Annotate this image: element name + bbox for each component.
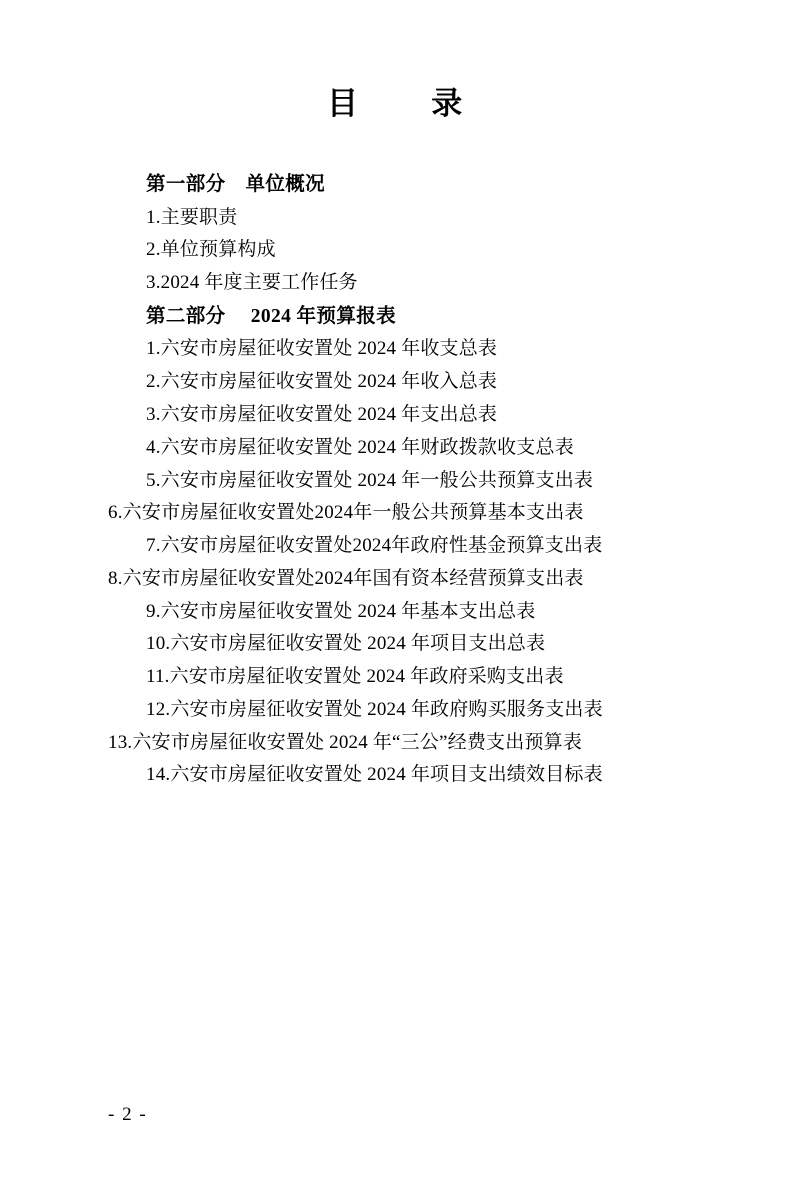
page-number: - 2 - bbox=[108, 1104, 148, 1125]
table-of-contents bbox=[108, 169, 685, 791]
page-title: 目 录 bbox=[327, 86, 466, 121]
toc-entry[interactable]: 3.六安市房屋征收安置处 2024 年支出总表 bbox=[146, 403, 498, 425]
toc-entry[interactable]: 11.六安市房屋征收安置处 2024 年政府采购支出表 bbox=[146, 666, 564, 688]
toc-entry[interactable]: 5.六安市房屋征收安置处 2024 年一般公共预算支出表 bbox=[146, 469, 594, 491]
toc-entry[interactable]: 8.六安市房屋征收安置处2024年国有资本经营预算支出表 bbox=[108, 567, 584, 589]
toc-section-heading: 第一部分 单位概况 bbox=[146, 174, 326, 195]
toc-entry[interactable]: 2.六安市房屋征收安置处 2024 年收入总表 bbox=[146, 371, 498, 393]
toc-entry[interactable]: 10.六安市房屋征收安置处 2024 年项目支出总表 bbox=[146, 633, 546, 655]
toc-section-part-two bbox=[108, 301, 685, 791]
toc-entry[interactable]: 13.六安市房屋征收安置处 2024 年“三公”经费支出预算表 bbox=[108, 731, 583, 753]
toc-entry[interactable]: 1.六安市房屋征收安置处 2024 年收支总表 bbox=[146, 338, 498, 360]
toc-entry[interactable]: 6.六安市房屋征收安置处2024年一般公共预算基本支出表 bbox=[108, 502, 584, 524]
toc-entry[interactable]: 7.六安市房屋征收安置处2024年政府性基金预算支出表 bbox=[146, 535, 603, 557]
toc-section-part-one bbox=[108, 169, 685, 299]
toc-entry[interactable]: 4.六安市房屋征收安置处 2024 年财政拨款收支总表 bbox=[146, 436, 574, 458]
document-page bbox=[0, 78, 793, 1200]
toc-entry[interactable]: 14.六安市房屋征收安置处 2024 年项目支出绩效目标表 bbox=[146, 764, 603, 786]
toc-entry[interactable]: 1.主要职责 bbox=[146, 206, 238, 228]
toc-entry[interactable]: 3.2024 年度主要工作任务 bbox=[146, 272, 358, 294]
toc-entry[interactable]: 2.单位预算构成 bbox=[146, 239, 276, 261]
toc-entry[interactable]: 12.六安市房屋征收安置处 2024 年政府购买服务支出表 bbox=[146, 698, 603, 720]
toc-section-heading: 第二部分 2024 年预算报表 bbox=[146, 305, 396, 327]
toc-entry[interactable]: 9.六安市房屋征收安置处 2024 年基本支出总表 bbox=[146, 600, 536, 622]
